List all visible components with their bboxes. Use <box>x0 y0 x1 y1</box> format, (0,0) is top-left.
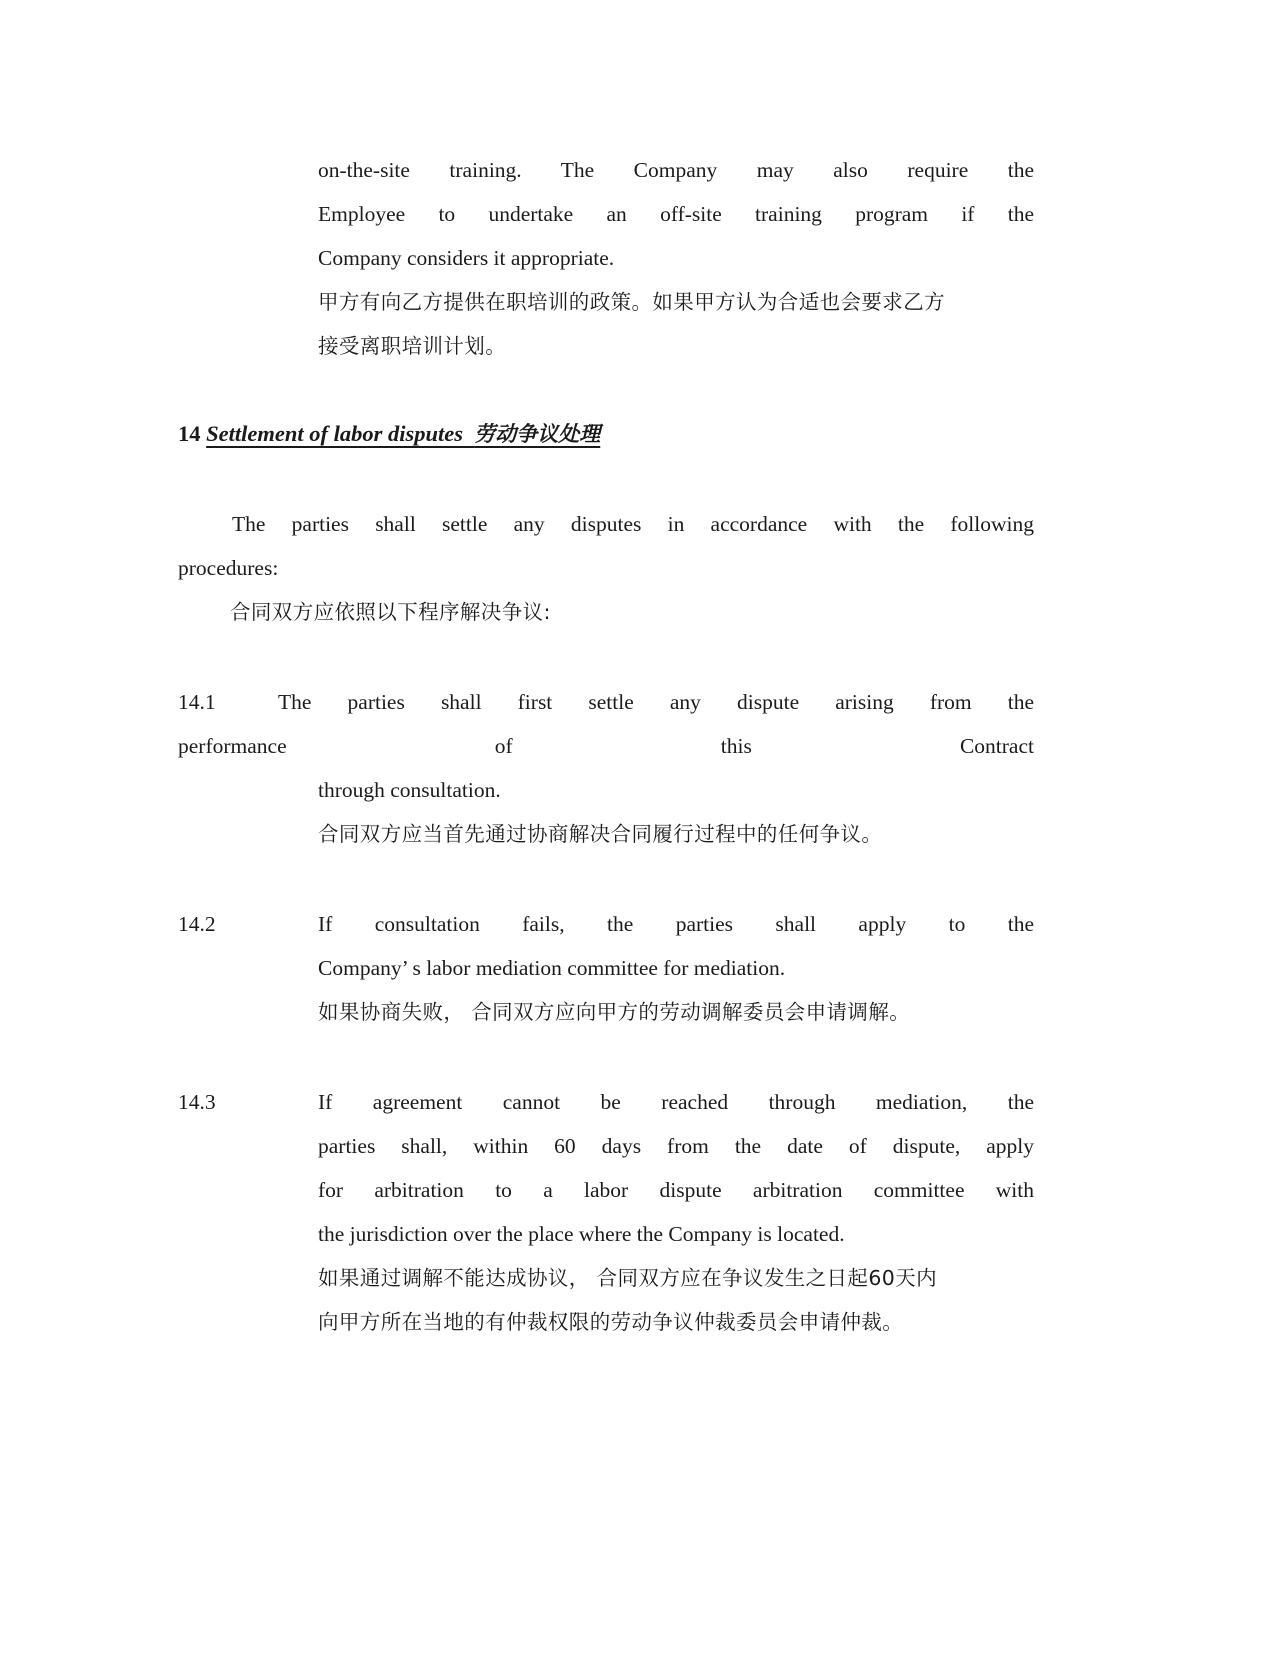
clause-14-3-en-line-1: If agreement cannot be reached through mediation, the <box>318 1090 1034 1114</box>
section-number: 14 <box>178 421 201 446</box>
section-heading <box>178 416 600 452</box>
top-paragraph-en-line-1: on-the-site training. The Company may also require the <box>318 158 1034 182</box>
clause-14-3 <box>178 1080 1034 1344</box>
clause-14-3-line-1 <box>178 1080 1034 1124</box>
clause-14-2-line-1 <box>178 902 1034 946</box>
clause-14-3-en-line-4: the jurisdiction over the place where the Company is located. <box>318 1222 845 1246</box>
clause-14-2-en-line-1: If consultation fails, the parties shall apply to the <box>318 912 1034 936</box>
clause-14-3-en-line-3: for arbitration to a labor dispute arbitration committee with <box>318 1178 1034 1202</box>
clause-14-1-en-line-3: through consultation. <box>318 778 501 802</box>
intro-en-line-2: procedures: <box>178 556 279 580</box>
clause-14-2 <box>178 902 1034 1034</box>
clause-14-3-cn-line-1: 如果通过调解不能达成协议， 合同双方应在争议发生之日起60天内 <box>318 1266 937 1290</box>
clause-14-1-line-1 <box>178 680 1034 724</box>
clause-14-2-number: 14.2 <box>178 912 216 936</box>
top-paragraph-cn-line-1: 甲方有向乙方提供在职培训的政策。如果甲方认为合适也会要求乙方 <box>318 290 945 314</box>
clause-14-3-number: 14.3 <box>178 1090 216 1114</box>
clause-14-2-en-line-2: Company’ s labor mediation committee for mediation. <box>318 956 786 980</box>
intro-paragraph <box>178 502 1034 634</box>
clause-14-1-en-line-2: performance of this Contract <box>178 734 1034 758</box>
top-paragraph-en-line-3: Company considers it appropriate. <box>318 246 615 270</box>
top-paragraph-en-line-2: Employee to undertake an off-site training program if the <box>318 202 1034 226</box>
clause-14-1-en-line-1: The parties shall first settle any dispute arising from the <box>278 690 1034 714</box>
intro-en-line-1: The parties shall settle any disputes in accordance with the following <box>232 512 1034 536</box>
section-title-cn: 劳动争议处理 <box>474 422 601 446</box>
clause-14-1-cn: 合同双方应当首先通过协商解决合同履行过程中的任何争议。 <box>318 822 883 846</box>
continuation-paragraph <box>318 148 1034 368</box>
clause-14-1-number: 14.1 <box>178 690 216 714</box>
section-title-en: Settlement of labor disputes <box>206 421 464 446</box>
heading-gap <box>463 421 474 446</box>
intro-cn: 合同双方应依照以下程序解决争议: <box>230 600 551 624</box>
top-paragraph-cn-line-2: 接受离职培训计划。 <box>318 334 507 358</box>
clause-14-3-en-line-2: parties shall, within 60 days from the date of dispute, apply <box>318 1134 1034 1158</box>
clause-14-2-cn: 如果协商失败， 合同双方应向甲方的劳动调解委员会申请调解。 <box>318 1000 911 1024</box>
clause-14-1 <box>178 680 1034 856</box>
clause-14-3-cn-line-2: 向甲方所在当地的有仲裁权限的劳动争议仲裁委员会申请仲裁。 <box>318 1310 904 1334</box>
